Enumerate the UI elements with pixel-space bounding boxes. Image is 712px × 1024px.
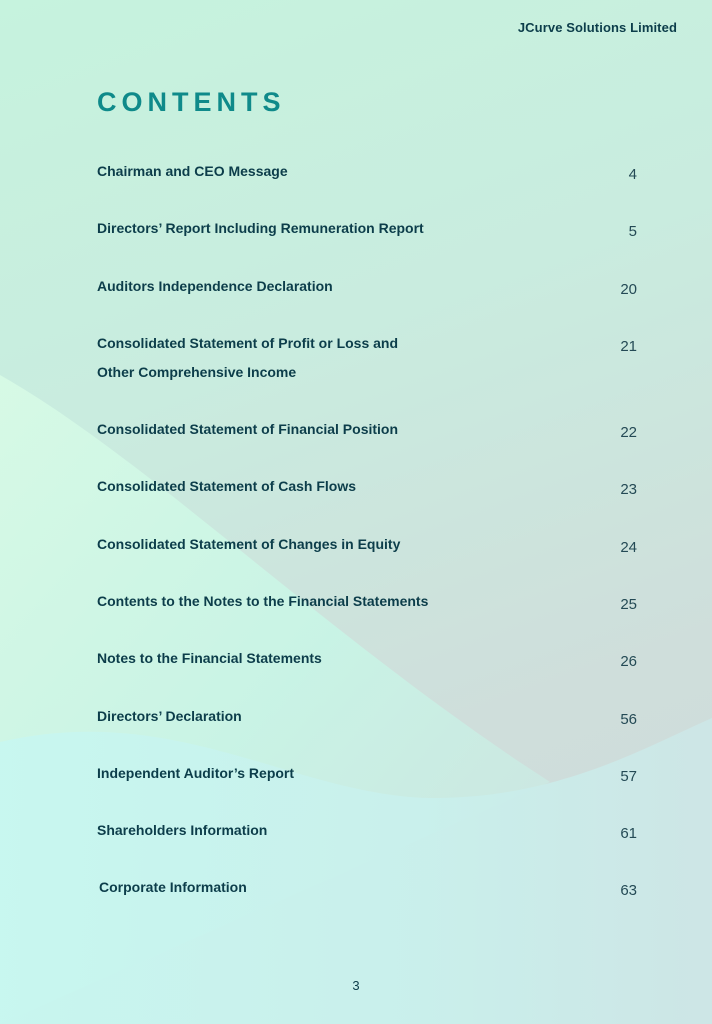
toc-entry-page: 23 [620, 481, 637, 498]
toc-entry-label: Shareholders Information [97, 822, 268, 838]
toc-entry-label-line1: Consolidated Statement of Profit or Loss and [97, 335, 399, 351]
toc-entry-label: Notes to the Financial Statements [97, 650, 322, 666]
toc-entry-page: 20 [620, 281, 637, 298]
toc-entry-label: Auditors Independence Declaration [97, 278, 333, 294]
toc-entry-label: Directors’ Report Including Remuneration Report [97, 220, 424, 236]
toc-entry-page: 61 [620, 825, 637, 842]
toc-entry-label: Chairman and CEO Message [97, 163, 288, 179]
toc-entry-page: 5 [628, 223, 637, 240]
contents-title: CONTENTS [97, 87, 286, 117]
toc-entry-page: 63 [620, 882, 637, 899]
toc-entry-page: 25 [620, 596, 637, 613]
toc-entry-label-line2: Other Comprehensive Income [97, 364, 297, 380]
toc-entry-label: Directors’ Declaration [97, 708, 242, 724]
toc-entry-page: 57 [620, 768, 637, 785]
toc-entry-page: 24 [620, 539, 637, 556]
toc-entry-page: 22 [620, 424, 637, 441]
company-name: JCurve Solutions Limited [517, 20, 677, 35]
toc-entry-page: 26 [620, 653, 637, 670]
toc-entry-label [97, 329, 497, 387]
page-number: 3 [352, 978, 360, 993]
toc-entry-label: Consolidated Statement of Financial Position [97, 421, 399, 437]
toc-entry-label: Contents to the Notes to the Financial Statements [97, 593, 429, 609]
toc-entry-label: Independent Auditor’s Report [97, 765, 295, 781]
toc-entry-page: 4 [628, 166, 637, 183]
toc-entry-label: Consolidated Statement of Cash Flows [97, 478, 357, 494]
toc-entry-page: 21 [620, 338, 637, 355]
toc-entry-label: Corporate Information [99, 879, 247, 895]
toc-entry-label: Consolidated Statement of Changes in Equity [97, 536, 401, 552]
toc-entry-page: 56 [620, 711, 637, 728]
